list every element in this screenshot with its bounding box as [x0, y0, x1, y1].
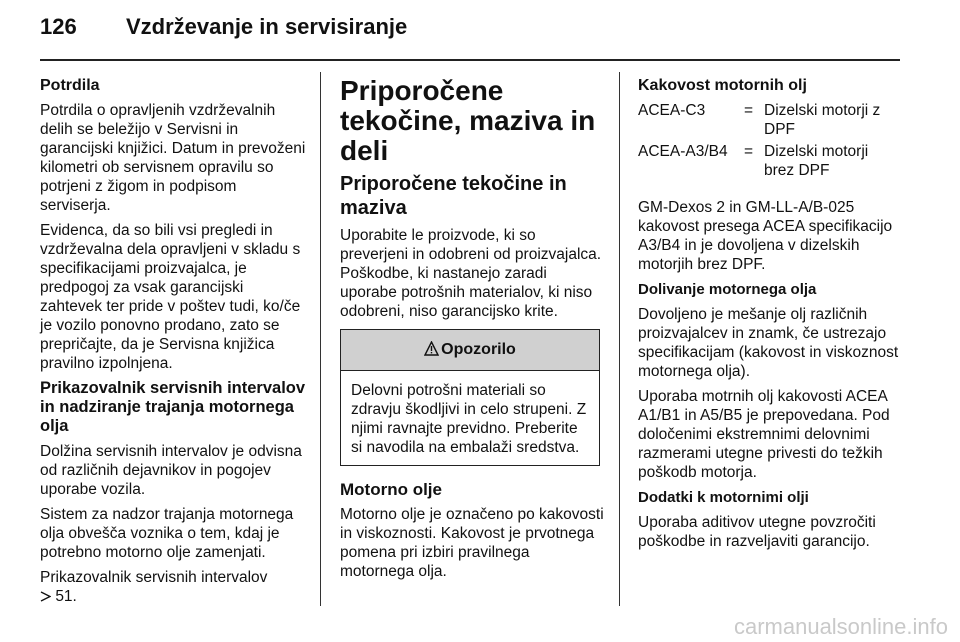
spec-equals: = — [744, 143, 754, 160]
spec-equals: = — [744, 102, 754, 119]
section-heading-additives: Dodatki k motornimi olji — [638, 489, 809, 506]
paragraph: Evidenca, da so bili vsi pregledi in vzdrževalna dela opravljeni v skladu s specifikacijami proizvajalca, je predpogoj za vsak garancijski zahtevek ter pride v poštev tudi, ko/če je vozilo ponovno prodano, zato se prepričajte, da je Servisna knjižica pravilno izpolnjena. — [40, 222, 301, 372]
section-heading-potrdila: Potrdila — [40, 77, 100, 94]
main-heading: Priporočene tekočine, maziva in deli — [340, 75, 596, 166]
warning-box — [340, 329, 600, 466]
spec-code: ACEA-C3 — [638, 102, 706, 119]
warning-triangle-icon — [424, 332, 439, 347]
paragraph: Sistem za nadzor trajanja motornega olja obvešča voznika o tem, kdaj je potrebno motorno olje zamenjati. — [40, 506, 294, 561]
paragraph: Potrdila o opravljenih vzdrževalnih delih se beležijo v Servisni in garancijski knjižici. Datum in prevoženi kilometri ob servisnem opravilu so potrjeni z žigom in podpisom serviserja. — [40, 102, 306, 214]
spec-code: ACEA-A3/B4 — [638, 143, 728, 160]
spec-description: Dizelski motorji z DPF — [764, 102, 881, 138]
warning-title: Opozorilo — [441, 341, 516, 358]
paragraph: Dolžina servisnih intervalov je odvisna od različnih dejavnikov in pogojev uporabe vozila. — [40, 443, 302, 498]
column-1 — [40, 76, 308, 612]
paragraph: GM-Dexos 2 in GM-LL-A/B-025 kakovost presega ACEA specifikacijo A3/B4 in je dovoljena v dizelskih motorjih brez DPF. — [638, 199, 893, 273]
subheading-engine-oil: Motorno olje — [340, 480, 442, 499]
column-3 — [638, 76, 904, 557]
spec-row — [638, 101, 904, 139]
warning-text: Delovni potrošni materiali so zdravju škodljivi in celo strupeni. Z njimi ravnajte previdno. Preberite si navodila na embalaži sredstva. — [351, 382, 587, 456]
page-header — [40, 14, 920, 54]
page-reference-link[interactable]: 51. — [55, 588, 77, 605]
paragraph: Dovoljeno je mešanje olj različnih proizvajalcev in znamk, če ustrezajo specifikacijam (kakovost in viskoznost motornega olja). — [638, 306, 899, 380]
paragraph-text: Prikazovalnik servisnih intervalov — [40, 569, 268, 586]
column-divider-2 — [619, 72, 620, 606]
warning-header — [341, 330, 599, 371]
paragraph-with-reference — [40, 568, 308, 606]
column-2 — [340, 76, 604, 587]
section-heading-service-intervals: Prikazovalnik servisnih intervalov in nadziranje trajanja motornega olja — [40, 379, 306, 435]
paragraph: Uporaba aditivov utegne povzročiti poškodbe in razveljaviti garancijo. — [638, 514, 876, 550]
section-heading-topping-up: Dolivanje motornega olja — [638, 281, 817, 298]
subheading-fluids: Priporočene tekočine in maziva — [340, 173, 567, 219]
page-number: 126 — [40, 14, 77, 39]
chapter-title: Vzdrževanje in servisiranje — [126, 14, 408, 39]
watermark: carmanualsonline.info — [733, 614, 948, 639]
header-rule — [40, 59, 900, 61]
spec-row — [638, 142, 904, 180]
paragraph: Uporaba motrnih olj kakovosti ACEA A1/B1 in A5/B5 je prepovedana. Pod določenimi ekstremnimi delovnimi razmerami utegne privesti do težkih poškodb motorja. — [638, 388, 890, 481]
paragraph: Motorno olje je označeno po kakovosti in viskoznosti. Kakovost je prvotnega pomena pri izbiri pravilnega motornega olja. — [340, 506, 604, 580]
page-reference-icon — [40, 588, 51, 599]
section-heading-oil-quality: Kakovost motornih olj — [638, 77, 807, 94]
column-divider-1 — [320, 72, 321, 606]
spec-description: Dizelski motorji brez DPF — [764, 143, 869, 179]
paragraph: Uporabite le proizvode, ki so preverjeni in odobreni od proizvajalca. Poškodbe, ki nastanejo zaradi uporabe potrošnih materialov, ki niso odobreni, niso garancijsko krite. — [340, 227, 602, 320]
